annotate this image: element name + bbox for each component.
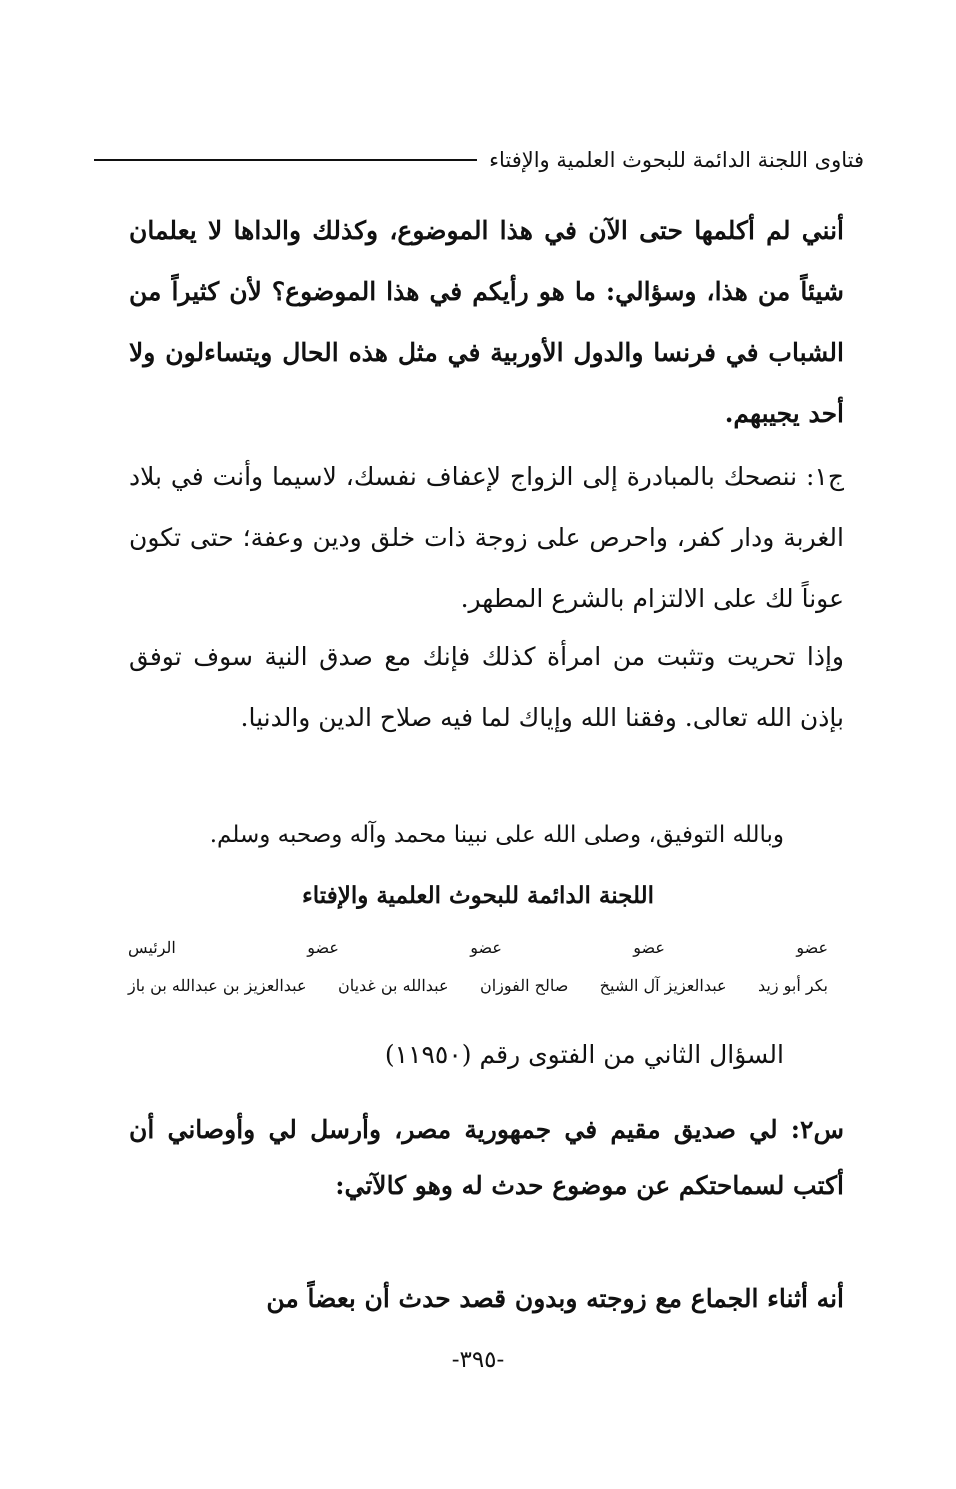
signatory-role: عضو <box>633 938 665 957</box>
closing-formula: وبالله التوفيق، وصلى الله على نبينا محمد وآله وصحبه وسلم. <box>209 822 784 848</box>
signatory-names <box>128 976 828 995</box>
signatory-role: عضو <box>307 938 339 957</box>
signatory-role: الرئيس <box>128 938 176 957</box>
question-2-paragraph-2: أنه أثناء الجماع مع زوجته وبدون قصد حدث أن بعضاً من <box>266 1284 844 1313</box>
committee-title: اللجنة الدائمة للبحوث العلمية والإفتاء <box>301 882 655 909</box>
question-1-continuation: أنني لم أكلمها حتى الآن في هذا الموضوع، وكذلك والداها لا يعلمان شيئاً من هذا، وسؤالي: ما هو رأيكم في هذا الموضوع؟ لأن كثيراً من الشباب في فرنسا والدول الأوربية في مثل هذه الحال ويتساءلون ولا أحد يجيبهم. <box>129 216 844 428</box>
signatory-name: عبدالعزيز آل الشيخ <box>599 976 727 995</box>
answer-1-paragraph-1: ج١: ننصحك بالمبادرة إلى الزواج لإعفاف نفسك، لاسيما وأنت في بلاد الغربة ودار كفر، واحرص على زوجة ذات خلق ودين وعفة؛ حتى تكون عوناً لك على الالتزام بالشرع المطهر. <box>129 462 844 613</box>
signatory-name: صالح الفوزان <box>479 976 569 995</box>
running-title: فتاوى اللجنة الدائمة للبحوث العلمية والإفتاء <box>489 148 864 172</box>
signatory-name: بكر أبو زيد <box>757 976 828 995</box>
signatory-name: عبدالله بن غديان <box>337 976 449 995</box>
signatory-role: عضو <box>470 938 502 957</box>
signatory-name: عبدالعزيز بن عبدالله بن باز <box>128 976 307 995</box>
question-2-paragraph-1: س٢: لي صديق مقيم في جمهورية مصر، وأرسل لي وأوصاني أن أكتب لسماحتكم عن موضوع حدث له وهو كالآتي: <box>129 1115 844 1200</box>
header-rule <box>94 159 477 161</box>
signatory-role: عضو <box>796 938 828 957</box>
running-header <box>94 148 864 172</box>
answer-1-paragraph-2: وإذا تحريت وتثبت من امرأة كذلك فإنك مع صدق النية سوف توفق بإذن الله تعالى. وفقنا الله وإياك لما فيه صلاح الدين والدنيا. <box>129 642 844 732</box>
signatory-roles <box>128 938 828 957</box>
question-2-title: السؤال الثاني من الفتوى رقم (١١٩٥٠) <box>384 1040 784 1069</box>
page-number: -٣٩٥- <box>451 1347 505 1373</box>
